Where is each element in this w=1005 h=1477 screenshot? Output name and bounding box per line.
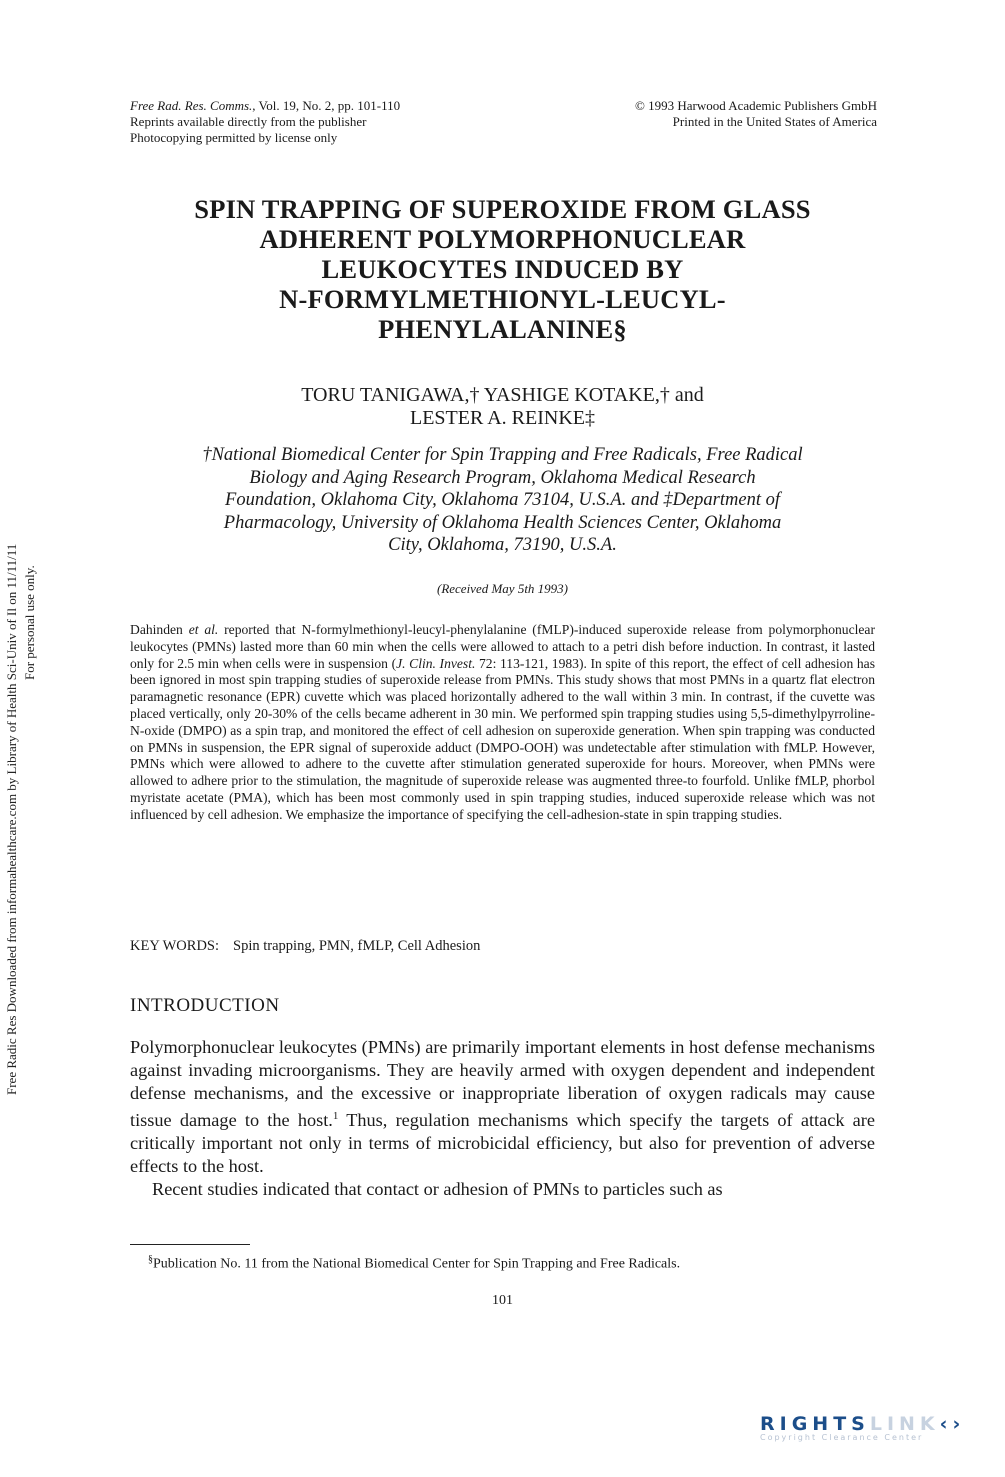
footnote-mark: §	[148, 1254, 153, 1265]
abstract	[130, 622, 875, 824]
download-watermark-line2: For personal use only.	[22, 565, 37, 680]
affiliation	[130, 444, 875, 557]
download-watermark	[0, 0, 60, 1477]
download-watermark-line1: Free Radic Res Downloaded from informahealthcare.com by Library of Health Sci-Univ of Il on 11/11/11	[4, 543, 19, 1095]
title-line: N-FORMYLMETHIONYL-LEUCYL-	[279, 284, 726, 314]
logo-word-rights: RIGHTS	[760, 1413, 870, 1435]
reprints-note: Reprints available directly from the publisher	[130, 114, 367, 129]
photocopy-note: Photocopying permitted by license only	[130, 130, 338, 145]
keywords-value: Spin trapping, PMN, fMLP, Cell Adhesion	[233, 938, 481, 954]
journal-citation: , Vol. 19, No. 2, pp. 101-110	[252, 98, 401, 113]
abstract-text: 72: 113-121, 1983). In spite of this report, the effect of cell adhesion has been ignored in most spin trapping studies of superoxide release from PMNs. This study shows that most PMNs in a quartz flat electron paramagnetic resonance (EPR) cuvette which was placed horizontally adhered to the wall within 3 min. In contrast, if the cuvette was placed vertically, only 20-30% of the cells became adherent in 30 min. We performed spin trapping studies using 5,5-dimethylpyrroline-N-oxide (DMPO) as a spin trap, and monitored the effect of cell adhesion on superoxide generation. When spin trapping was conducted on PMNs in suspension, the EPR signal of superoxide adduct (DMPO-OOH) was undetectable after stimulation with fMLP. However, PMNs which were allowed to adhere to the cuvette after stimulation generated superoxide for hours. Moreover, when PMNs were allowed to adhere prior to the stimulation, the magnitude of superoxide release was augmented three-to fourfold. Unlike fMLP, phorbol myristate acetate (PMA), which has been most commonly used in spin trapping studies, induced superoxide release which was not influenced by cell adhesion. We emphasize the importance of specifying the cell-adhesion-state in spin trapping studies.	[130, 655, 875, 822]
footnote-text: Publication No. 11 from the National Biomedical Center for Spin Trapping and Free Radicals.	[153, 1256, 681, 1272]
affiliation-line: Pharmacology, University of Oklahoma Health Sciences Center, Oklahoma	[223, 512, 782, 533]
rightslink-logo[interactable]	[760, 1413, 986, 1453]
logo-arrows-icon: ‹›	[939, 1413, 966, 1435]
logo-word-link: LINK	[869, 1413, 940, 1435]
received-date: (Received May 5th 1993)	[436, 581, 569, 596]
affiliation-line: City, Oklahoma, 73190, U.S.A.	[388, 535, 617, 555]
introduction-body	[130, 1036, 875, 1201]
abstract-journal-ref: J. Clin. Invest.	[396, 655, 476, 671]
keywords-label: KEY WORDS:	[130, 938, 220, 954]
affiliation-line: Biology and Aging Research Program, Oklahoma Medical Research	[249, 467, 756, 488]
paragraph: Recent studies indicated that contact or adhesion of PMNs to particles such as	[152, 1179, 723, 1200]
section-heading-introduction: INTRODUCTION	[130, 995, 280, 1016]
authors-line-2: LESTER A. REINKE‡	[410, 407, 595, 429]
affiliation-line: Foundation, Oklahoma City, Oklahoma 73104, U.S.A. and ‡Department of	[225, 490, 780, 510]
paper-title	[130, 194, 875, 344]
journal-name: Free Rad. Res. Comms.	[130, 98, 253, 113]
logo-tagline: Copyright Clearance Center	[760, 1433, 924, 1442]
keywords	[130, 938, 480, 955]
affiliation-line: †National Biomedical Center for Spin Trapping and Free Radicals, Free Radical	[202, 445, 803, 465]
journal-header-right	[635, 98, 877, 130]
abstract-etal: et al.	[188, 622, 219, 637]
copyright-line: © 1993 Harwood Academic Publishers GmbH	[634, 98, 877, 113]
citation-ref: 1	[332, 1110, 339, 1122]
title-line: PHENYLALANINE§	[378, 314, 627, 344]
title-line: SPIN TRAPPING OF SUPEROXIDE FROM GLASS	[194, 194, 811, 224]
title-line: ADHERENT POLYMORPHONUCLEAR	[259, 224, 746, 254]
paragraph-text: Polymorphonuclear leukocytes (PMNs) are primarily important elements in host defense mechanisms against invading microorganisms. They are heavily armed with oxygen dependent and independent defense mechanisms, and the excessive or inappropriate liberation of oxygen radicals may cause tissue damage to the host.	[130, 1037, 875, 1131]
printed-line: Printed in the United States of America	[672, 114, 877, 129]
author-list	[130, 384, 875, 430]
rightslink-wordmark	[760, 1413, 986, 1435]
journal-header-left	[130, 98, 400, 146]
footnote-rule	[130, 1244, 250, 1245]
abstract-text: reported that N-formylmethionyl-leucyl-phenylalanine (fMLP)-induced superoxide release from polymorphonuclear leukocytes (PMNs) lasted more than 60 min when the cells were allowed to attach to a petri dish before induction. In contrast, it lasted only for 2.5 min when cells were in suspension (	[130, 622, 875, 671]
authors-line-1: TORU TANIGAWA,† YASHIGE KOTAKE,† and	[301, 384, 704, 406]
paragraph	[130, 1036, 875, 1178]
abstract-text: Dahinden	[130, 622, 189, 637]
footnote	[148, 1254, 680, 1273]
paragraph-text: Thus, regulation mechanisms which specify the targets of attack are critically important not only in terms of microbicidal efficiency, but also for prevention of adverse effects to the host.	[130, 1110, 875, 1177]
title-line: LEUKOCYTES INDUCED BY	[321, 254, 684, 284]
page-number: 101	[492, 1293, 513, 1308]
